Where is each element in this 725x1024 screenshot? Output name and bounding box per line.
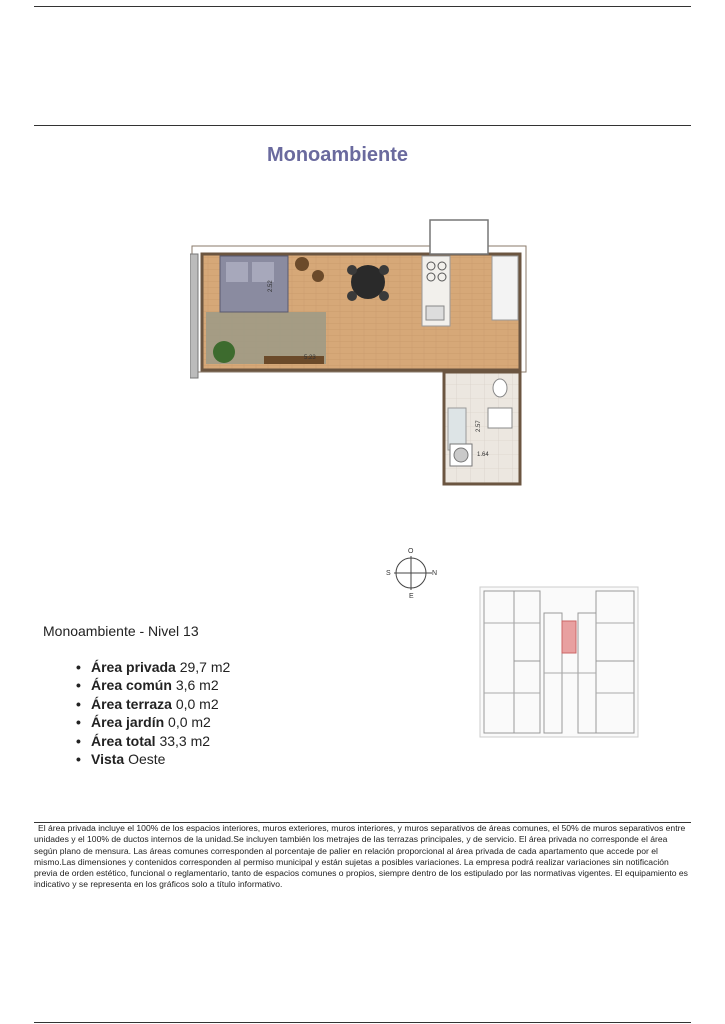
floor-plan xyxy=(190,216,530,492)
compass-o: O xyxy=(408,548,414,555)
page-title: Monoambiente xyxy=(266,144,409,166)
compass-rose xyxy=(384,546,438,600)
dimension-label: 2.52 xyxy=(268,280,274,292)
top-rule xyxy=(34,6,691,7)
washer-drum xyxy=(454,448,468,462)
fridge xyxy=(492,256,518,320)
plant xyxy=(213,341,235,363)
unit-heading: Monoambiente - Nivel 13 xyxy=(43,623,199,639)
sofa-cushion xyxy=(252,262,274,282)
spec-item: • Área terraza 0,0 m2 xyxy=(76,695,230,713)
spec-list xyxy=(76,658,230,768)
sofa-cushion xyxy=(226,262,248,282)
spec-item: • Área privada 29,7 m2 xyxy=(76,658,230,676)
toilet xyxy=(493,379,507,397)
compass-n: N xyxy=(432,570,438,577)
compass-s: S xyxy=(386,570,391,577)
balcony-top xyxy=(430,220,488,254)
dimension-label: 1.64 xyxy=(477,452,489,458)
key-plan xyxy=(478,583,640,741)
kitchen-sink xyxy=(426,306,444,320)
unit-highlight xyxy=(562,621,576,653)
dining-chair xyxy=(347,291,357,301)
dining-chair xyxy=(379,265,389,275)
bathroom-sink xyxy=(488,408,512,428)
dining-chair xyxy=(379,291,389,301)
disclaimer-text: El área privada incluye el 100% de los espacios interiores, muros exteriores, muros interiores, y muros separativos de áreas comunes, el 50% de muros separativos entre unidades y el 100% de ductos internos de la unidad.Se incluyen también los metrajes de las terrazas principales, y de servicio. El área privada no corresponde el área según plano de mensura. Las áreas comunes corresponden al porcentaje de palier en relación proporcional al área privada de cada apartamento que accede por el mismo.Las dimensiones y contenidos corresponden al permiso municipal y están sujetas a posibles variaciones. La empresa podrá realizar variaciones sin notificación previa de orden estético, funcional o reglamentario, tanto de espacios comunes o propios, siempre dentro de los estipulado por las normativas vigentes. El equipamiento es indicativo y se representa en los gráficos solo a título informativo. xyxy=(34,823,688,890)
side-table xyxy=(295,257,309,271)
spec-item: • Vista Oeste xyxy=(76,750,230,768)
spec-item: • Área total 33,3 m2 xyxy=(76,732,230,750)
dimension-label: 2.57 xyxy=(476,420,482,432)
spec-item: • Área común 3,6 m2 xyxy=(76,676,230,694)
dining-chair xyxy=(347,265,357,275)
side-table xyxy=(312,270,324,282)
window-left xyxy=(190,254,198,378)
dimension-label: 5.23 xyxy=(304,355,316,361)
compass-e: E xyxy=(409,593,414,600)
spec-item: • Área jardín 0,0 m2 xyxy=(76,713,230,731)
bottom-rule xyxy=(34,1022,691,1023)
header-rule xyxy=(34,125,691,126)
